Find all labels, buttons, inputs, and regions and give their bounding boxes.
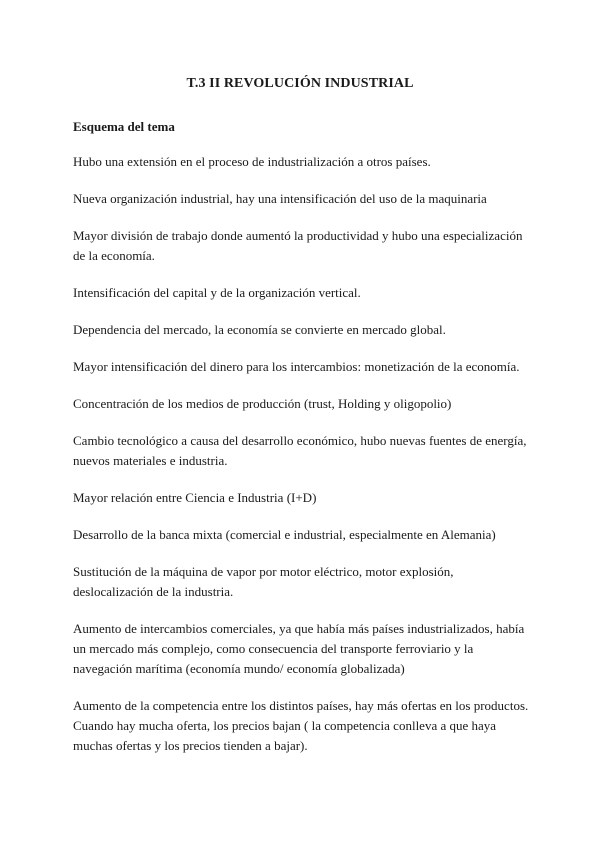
paragraph: Mayor división de trabajo donde aumentó la productividad y hubo una especialización de la economía. (73, 228, 523, 263)
paragraph: Intensificación del capital y de la organización vertical. (73, 285, 361, 300)
paragraph: Mayor intensificación del dinero para los intercambios: monetización de la economía. (73, 359, 520, 374)
document-title: T.3 II REVOLUCIÓN INDUSTRIAL (186, 76, 414, 91)
paragraph: Hubo una extensión en el proceso de industrialización a otros países. (73, 154, 431, 169)
paragraph: Cambio tecnológico a causa del desarrollo económico, hubo nuevas fuentes de energía, nuevos materiales e industria. (73, 433, 527, 468)
paragraph: Dependencia del mercado, la economía se convierte en mercado global. (73, 322, 446, 337)
section-heading: Esquema del tema (73, 119, 175, 134)
paragraph: Nueva organización industrial, hay una intensificación del uso de la maquinaria (73, 191, 487, 206)
paragraph: Concentración de los medios de producción (trust, Holding y oligopolio) (73, 396, 452, 411)
paragraph: Aumento de intercambios comerciales, ya que había más países industrializados, había un mercado más complejo, como consecuencia del transporte ferroviario y la navegación marítima (economía mundo/ economía globalizada) (73, 621, 525, 676)
paragraph: Desarrollo de la banca mixta (comercial e industrial, especialmente en Alemania) (73, 527, 496, 542)
paragraph: Mayor relación entre Ciencia e Industria (I+D) (73, 490, 317, 505)
paragraph-list (73, 152, 533, 773)
paragraph: Aumento de la competencia entre los distintos países, hay más ofertas en los productos. Cuando hay mucha oferta, los precios bajan ( la competencia conlleva a que haya muchas ofertas y los precios tienden a bajar). (73, 698, 529, 753)
paragraph: Sustitución de la máquina de vapor por motor eléctrico, motor explosión, deslocalización de la industria. (73, 564, 454, 599)
